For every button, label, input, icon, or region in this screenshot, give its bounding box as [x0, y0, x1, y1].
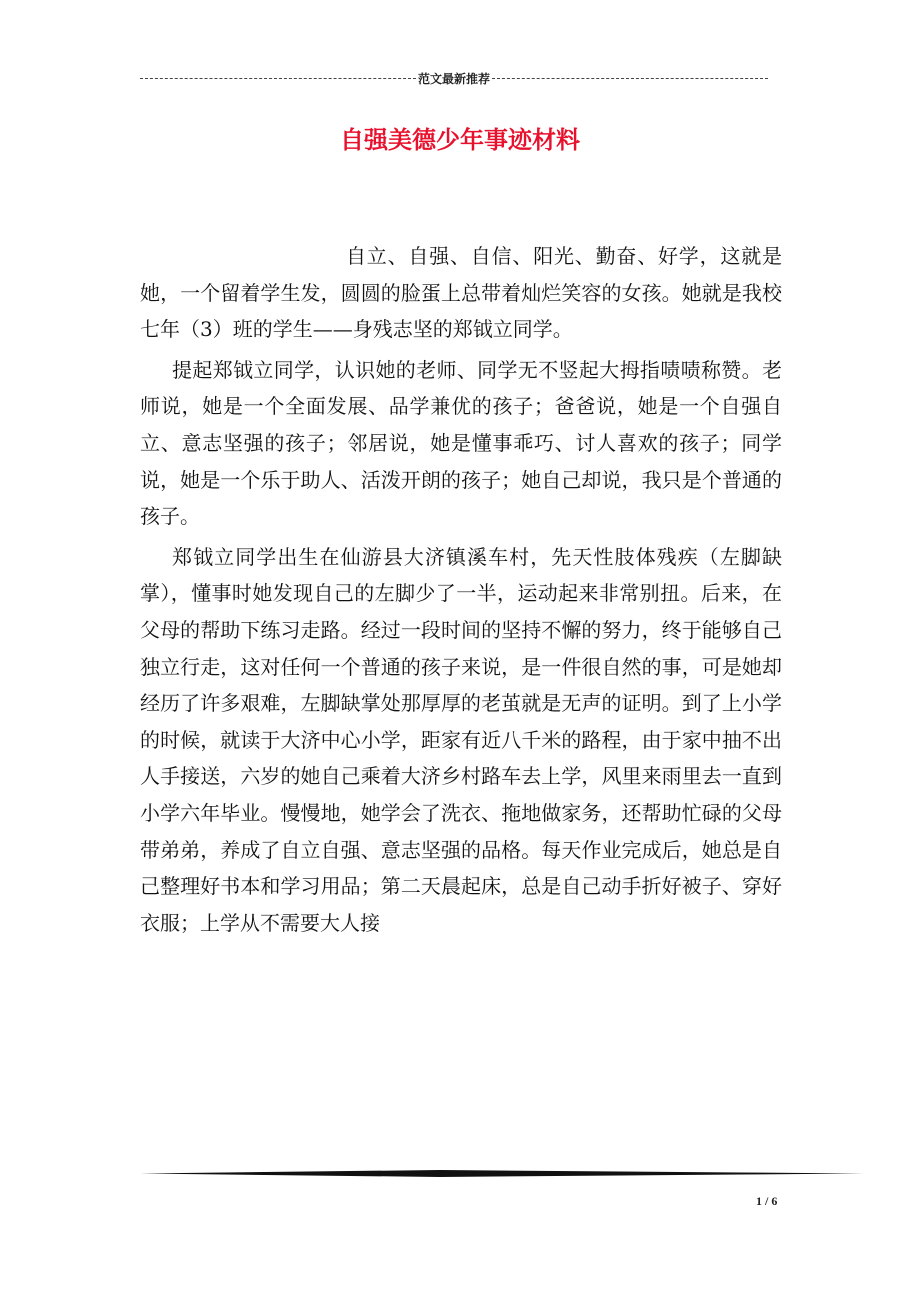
page-number: 1 / 6	[756, 1194, 778, 1208]
paragraph: 自立、自强、自信、阳光、勤奋、好学，这就是她，一个留着学生发，圆圆的脸蛋上总带着灿烂笑容的女孩。她就是我校七年（3）班的学生——身残志坚的郑钺立同学。	[140, 244, 782, 342]
document-title: 自强美德少年事迹材料	[340, 126, 580, 154]
paragraph: 郑钺立同学出生在仙游县大济镇溪车村，先天性肢体残疾（左脚缺掌），懂事时她发现自己的左脚少了一半，运动起来非常别扭。后来，在父母的帮助下练习走路。经过一段时间的坚持不懈的努力，终于能够自己独立行走，这对任何一个普通的孩子来说，是一件很自然的事，可是她却经历了许多艰难，左脚缺掌处那厚厚的老茧就是无声的证明。到了上小学的时候，就读于大济中心小学，距家有近八千米的路程，由于家中抽不出人手接送，六岁的她自己乘着大济乡村路车去上学，风里来雨里去一直到小学六年毕业。慢慢地，她学会了洗衣、拖地做家务，还帮助忙碌的父母带弟弟，养成了自立自强、意志坚强的品格。每天作业完成后，她总是自己整理好书本和学习用品；第二天晨起床，总是自己动手折好被子、穿好衣服；上学从不需要大人接	[140, 544, 782, 935]
document-body	[140, 238, 782, 941]
paragraph: 提起郑钺立同学，认识她的老师、同学无不竖起大拇指啧啧称赞。老师说，她是一个全面发展、品学兼优的孩子；爸爸说，她是一个自强自立、意志坚强的孩子；邻居说，她是懂事乖巧、讨人喜欢的孩子；同学说，她是一个乐于助人、活泼开朗的孩子；她自己却说，我只是个普通的孩子。	[140, 357, 782, 529]
footer-rule	[140, 1170, 864, 1177]
header-dash-right	[492, 78, 768, 79]
page-header	[140, 68, 768, 88]
header-dash-left	[140, 78, 416, 79]
header-label: 范文最新推荐	[418, 71, 491, 86]
